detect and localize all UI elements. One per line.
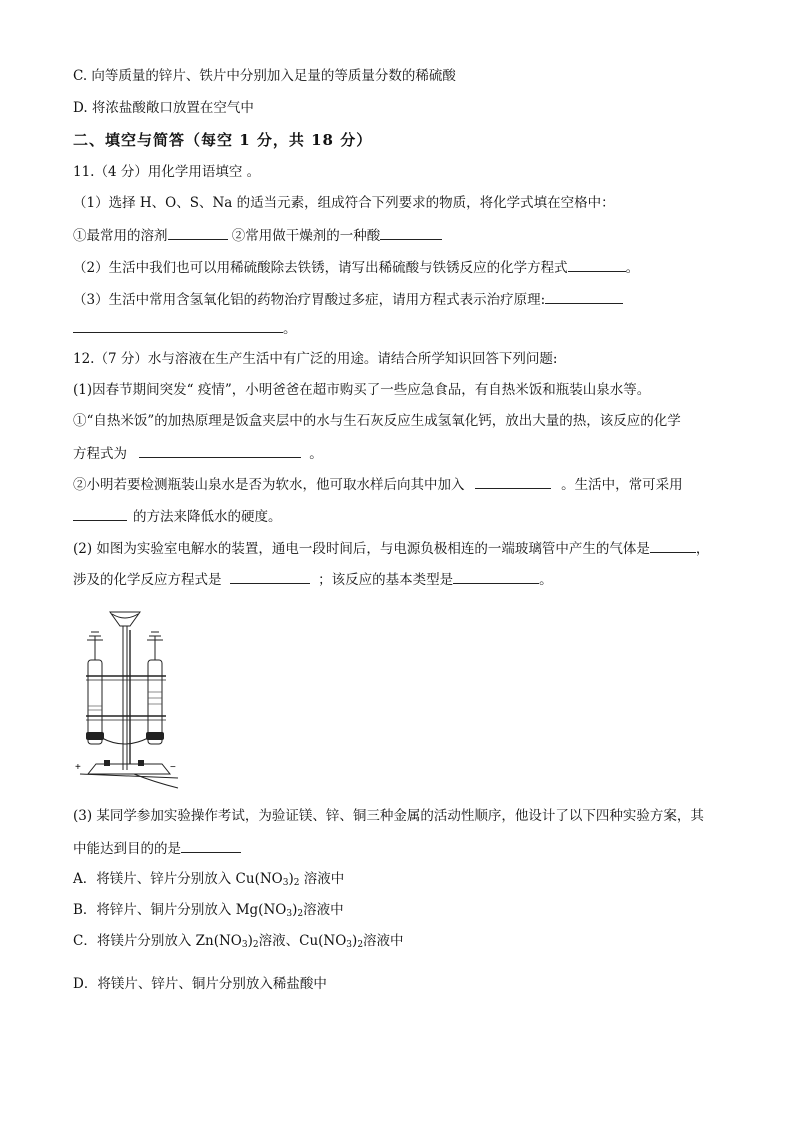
option-b-text: B．将锌片、铜片分别放入 xyxy=(73,902,232,918)
q12-part1-b2-end: 的方法来降低水的硬度。 xyxy=(133,509,282,525)
q11-part2-text: （2）生活中我们也可以用稀硫酸除去铁锈，请写出稀硫酸与铁锈反应的化学方程式 xyxy=(73,260,568,276)
answer-blank[interactable] xyxy=(545,289,623,304)
q12-part1-a: ①“自热米饭”的加热原理是饭盒夹层中的水与生石灰反应生成氢氧化钙，放出大量的热，该反应的化学 xyxy=(73,413,681,429)
answer-blank[interactable] xyxy=(568,257,626,272)
q11-part2-end: 。 xyxy=(625,260,640,276)
q12-part1-a-cont xyxy=(73,443,323,463)
answer-blank[interactable] xyxy=(380,225,442,240)
q11-part1: （1）选择 H、O、S、Na 的适当元素，组成符合下列要求的物质，将化学式填在空格中： xyxy=(73,195,615,211)
q12-stem: 12.（7 分）水与溶液在生产生活中有广泛的用途。请结合所学知识回答下列问题: xyxy=(73,351,558,367)
q12-part1-a2-text: 方程式为 xyxy=(73,446,127,462)
q12-part2-text: (2) 如图为实验室电解水的装置，通电一段时间后，与电源负极相连的一端玻璃管中产生的气体是 xyxy=(73,541,650,557)
q12-part1-b-mid: 。生活中，常可采用 xyxy=(561,477,683,493)
option-c-text: C．将镁片分别放入 xyxy=(73,933,192,949)
option-a-text: A．将镁片、锌片分别放入 xyxy=(73,871,232,887)
answer-blank[interactable] xyxy=(181,838,241,853)
answer-blank[interactable] xyxy=(230,569,310,584)
q12-part2-b-mid: ；该反应的基本类型是 xyxy=(318,572,454,588)
answer-blank[interactable] xyxy=(650,538,696,553)
q12-part1-b-cont xyxy=(73,506,282,526)
option-b xyxy=(73,901,344,919)
option-a-end: 溶液中 xyxy=(303,871,345,887)
answer-blank[interactable] xyxy=(73,506,127,521)
option-b-formula: $Mg(NO_3)_2$ xyxy=(235,902,304,919)
q12-part1: (1)因春节期间突发“ 疫情”，小明爸爸在超市购买了一些应急食品，有自热米饭和瓶装山泉水等。 xyxy=(73,382,651,398)
q11-part3 xyxy=(73,289,623,309)
q12-part2-b xyxy=(73,569,553,589)
option-c xyxy=(73,932,404,950)
q10-option-c: C. 向等质量的锌片、铁片中分别加入足量的等质量分数的稀硫酸 xyxy=(73,68,456,84)
q12-part2 xyxy=(73,538,709,558)
q11-part3-cont xyxy=(73,318,297,338)
option-a-formula: $Cu(NO_3)_2$ xyxy=(235,871,300,888)
answer-blank[interactable] xyxy=(168,225,228,240)
answer-blank[interactable] xyxy=(139,443,301,458)
q11-part1-items xyxy=(73,225,442,245)
q11-part2 xyxy=(73,257,639,277)
q12-part3: (3) 某同学参加实验操作考试，为验证镁、锌、铜三种金属的活动性顺序，他设计了以下四种实验方案，其 xyxy=(73,808,704,824)
q11-part3-end: 。 xyxy=(283,321,297,337)
answer-blank[interactable] xyxy=(475,474,551,489)
positive-terminal-label: + xyxy=(75,762,81,773)
q12-part3-b-text: 中能达到目的的是 xyxy=(73,841,181,857)
q11-part1-b: ②常用做干燥剂的一种酸 xyxy=(231,228,381,244)
answer-blank[interactable] xyxy=(73,318,283,333)
q12-part2-end: ， xyxy=(695,541,710,557)
electrolysis-apparatus-figure xyxy=(74,604,194,790)
q12-part1-b-text: ②小明若要检测瓶装山泉水是否为软水，他可取水样后向其中加入 xyxy=(73,477,465,493)
q11-part3-text: （3）生活中常用含氢氧化铝的药物治疗胃酸过多症，请用方程式表示治疗原理: xyxy=(73,292,546,308)
option-c-formula: $Zn(NO_3)_2$溶液、$Cu(NO_3)_2$ xyxy=(195,933,364,950)
q11-part1-a: ①最常用的溶剂 xyxy=(73,228,168,244)
q12-part1-b xyxy=(73,474,683,494)
q12-part2-b-text: 涉及的化学反应方程式是 xyxy=(73,572,222,588)
q12-part1-a2-end: 。 xyxy=(309,446,323,462)
section-heading: 二、填空与简答（每空 1 分，共 18 分） xyxy=(73,131,373,149)
q12-part3-cont xyxy=(73,838,241,858)
q12-part2-b-end: 。 xyxy=(539,572,553,588)
q11-stem: 11.（4 分）用化学用语填空 。 xyxy=(73,164,261,180)
negative-terminal-label: − xyxy=(170,762,176,773)
q10-option-d: D. 将浓盐酸敞口放置在空气中 xyxy=(73,100,254,116)
answer-blank[interactable] xyxy=(453,569,539,584)
option-b-end: 溶液中 xyxy=(303,902,344,918)
option-d: D．将镁片、锌片、铜片分别放入稀盐酸中 xyxy=(73,976,327,992)
option-c-end: 溶液中 xyxy=(363,933,404,949)
option-a xyxy=(73,870,344,888)
